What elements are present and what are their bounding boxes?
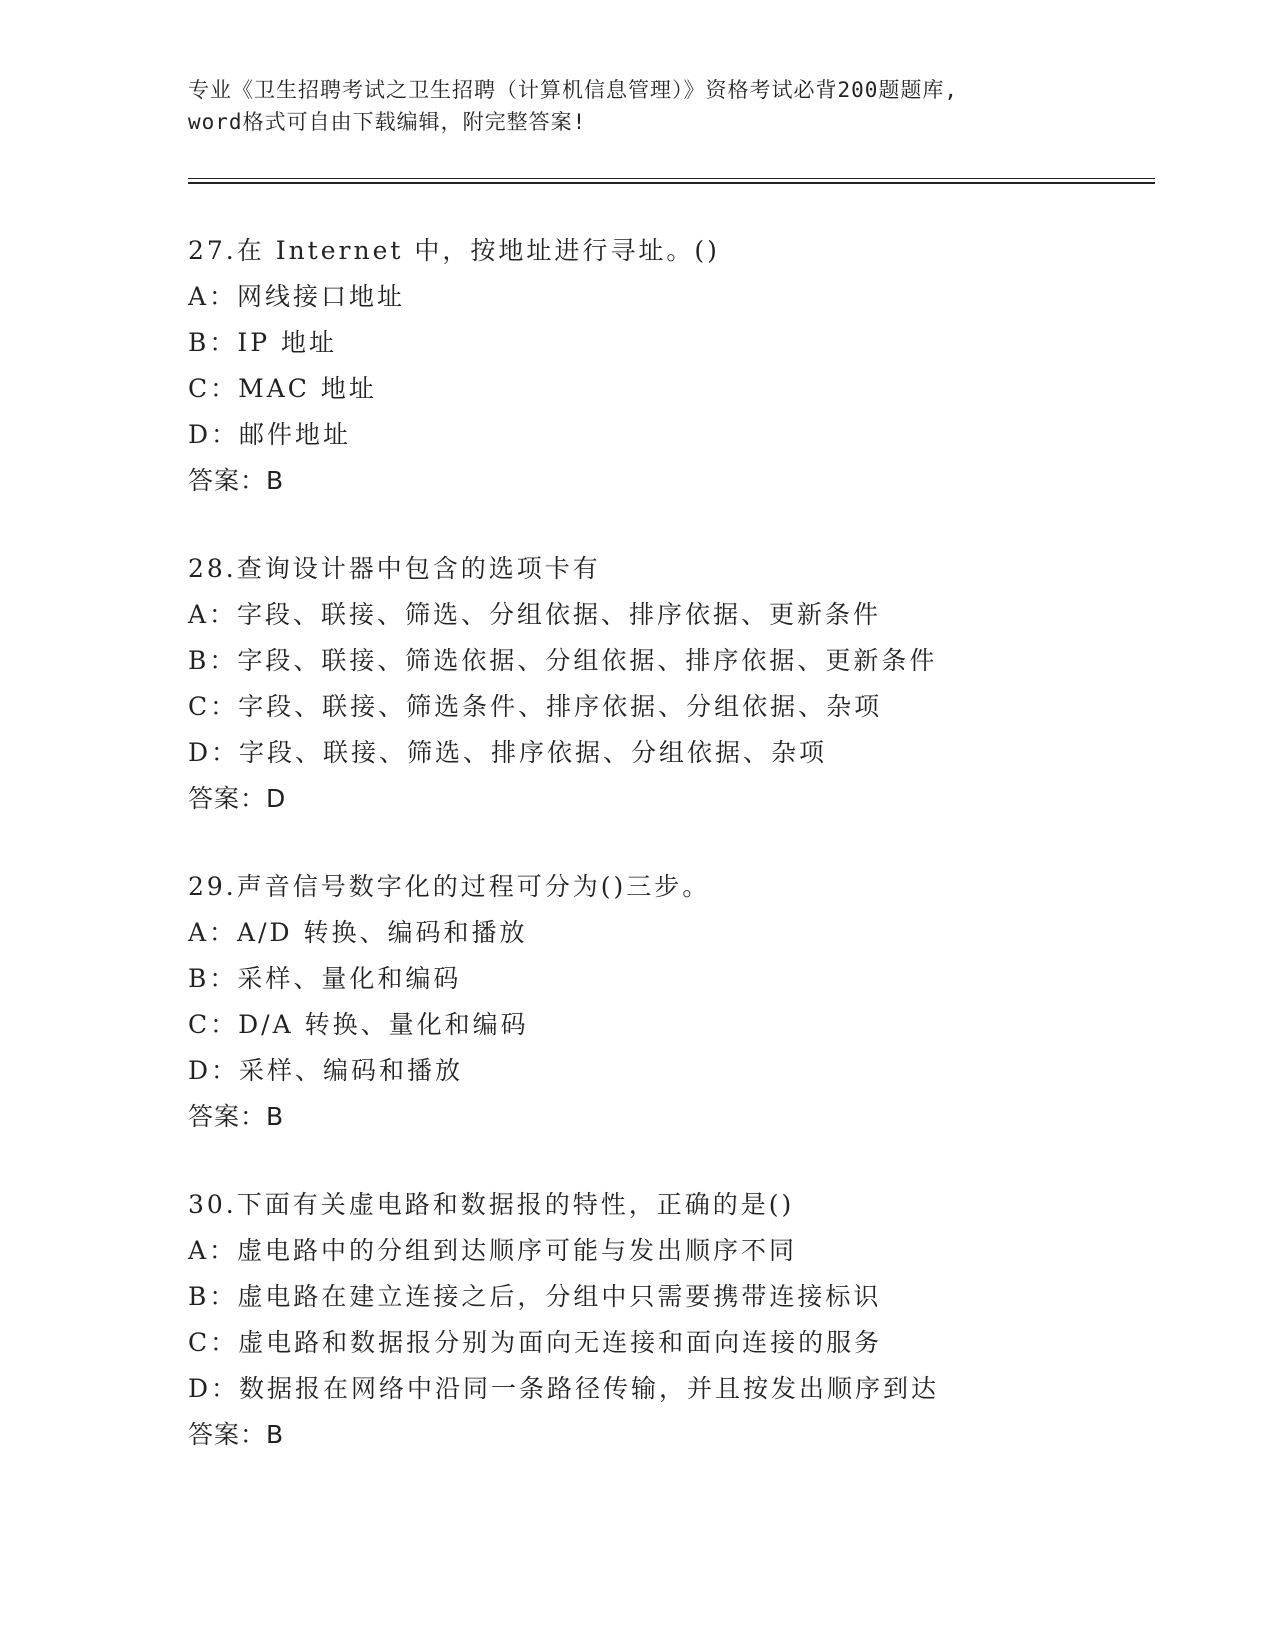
document-header bbox=[188, 74, 1088, 138]
answer-label: 答案：B bbox=[188, 1420, 285, 1449]
question-27 bbox=[188, 228, 1148, 504]
question-29 bbox=[188, 864, 1148, 1140]
answer-label: 答案：B bbox=[188, 466, 285, 495]
option-d: D：数据报在网络中沿同一条路径传输，并且按发出顺序到达 bbox=[188, 1374, 940, 1403]
option-b: B：虚电路在建立连接之后，分组中只需要携带连接标识 bbox=[188, 1282, 882, 1311]
option-b: B：IP 地址 bbox=[188, 328, 338, 357]
question-28 bbox=[188, 546, 1148, 822]
option-a: A：网线接口地址 bbox=[188, 282, 406, 311]
option-d: D：采样、编码和播放 bbox=[188, 1056, 464, 1085]
option-b: B：采样、量化和编码 bbox=[188, 964, 462, 993]
option-c: C：D/A 转换、量化和编码 bbox=[188, 1010, 529, 1039]
question-stem: 29.声音信号数字化的过程可分为()三步。 bbox=[188, 872, 711, 901]
option-a: A：字段、联接、筛选、分组依据、排序依据、更新条件 bbox=[188, 600, 882, 629]
question-stem: 28.查询设计器中包含的选项卡有 bbox=[188, 554, 601, 583]
option-b: B：字段、联接、筛选依据、分组依据、排序依据、更新条件 bbox=[188, 646, 938, 675]
question-stem: 27.在 Internet 中，按地址进行寻址。() bbox=[188, 236, 720, 265]
header-divider bbox=[188, 178, 1155, 184]
option-a: A：虚电路中的分组到达顺序可能与发出顺序不同 bbox=[188, 1236, 798, 1265]
question-30 bbox=[188, 1182, 1148, 1458]
divider-line-top bbox=[188, 178, 1155, 179]
option-a: A：A/D 转换、编码和播放 bbox=[188, 918, 528, 947]
answer-label: 答案：D bbox=[188, 784, 287, 813]
question-stem: 30.下面有关虚电路和数据报的特性，正确的是() bbox=[188, 1190, 795, 1219]
option-c: C：MAC 地址 bbox=[188, 374, 377, 403]
option-c: C：虚电路和数据报分别为面向无连接和面向连接的服务 bbox=[188, 1328, 883, 1357]
option-d: D：字段、联接、筛选、排序依据、分组依据、杂项 bbox=[188, 738, 828, 767]
option-c: C：字段、联接、筛选条件、排序依据、分组依据、杂项 bbox=[188, 692, 883, 721]
answer-label: 答案：B bbox=[188, 1102, 285, 1131]
option-d: D：邮件地址 bbox=[188, 420, 352, 449]
header-title-line-2: word格式可自由下载编辑，附完整答案! bbox=[188, 110, 587, 134]
header-title-line-1: 专业《卫生招聘考试之卫生招聘（计算机信息管理）》资格考试必背200题题库, bbox=[188, 78, 959, 102]
divider-line-bottom bbox=[188, 182, 1155, 184]
